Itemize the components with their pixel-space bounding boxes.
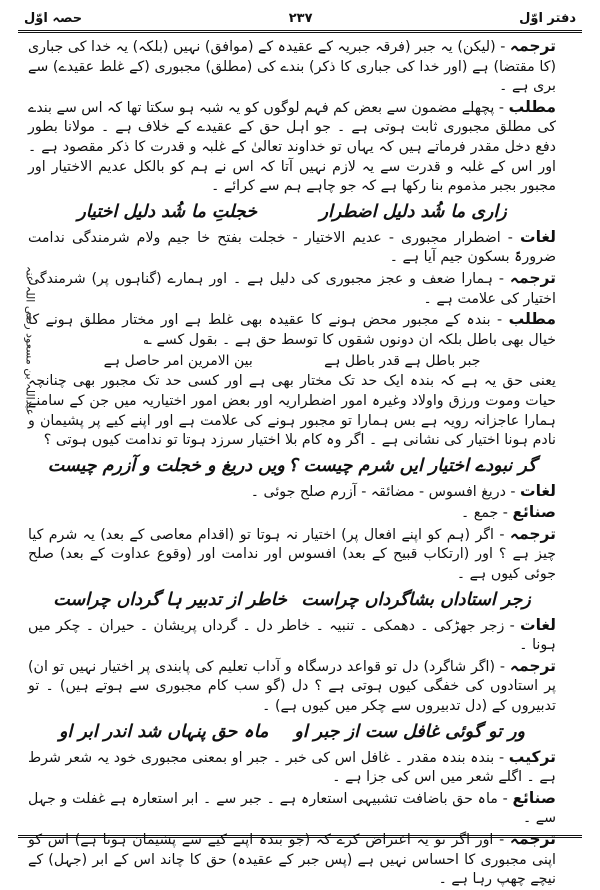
- header-right-title: دفتر اوّل: [519, 10, 576, 26]
- couplet-left: بین الامرین امر حاصل ہے: [103, 353, 253, 370]
- paragraph: [28, 269, 556, 309]
- section-label: ترجمہ: [509, 268, 556, 287]
- verse-4-left: ماہ حق پنہاں شد اندر ابر او: [58, 721, 269, 742]
- paragraph: [28, 657, 556, 717]
- paragraph: [28, 616, 556, 656]
- page-number: ۲۳۷: [288, 10, 313, 26]
- paragraph-text: - اضطرار مجبوری - عدیم الاختیار - خجلت بفتح خا جیم ولام شرمندگی ندامت ضرورۃً بسکون جیم آیا ہے ۔: [28, 229, 556, 266]
- quoted-couplet: [68, 351, 516, 371]
- paragraph-text: یعنی حق یہ ہے کہ بندہ ایک حد تک مختار بھی ہے اور کسی حد تک مجبور بھی چنانچہ حیات وموت ورزق واولاد وغیرہ امور اضطراریہ اور بعض امور اختیاریہ میں جن کے سامنے ہمارا عاجزانہ رویہ ہے بس ہمارا تو مجبور ہونے کی علامت ہے اور اپنے کیے پر پشیمان و نادم ہونا اختیار کی نشانی ہے ۔ اگر وہ کام بلا اختیار سرزد ہوتا تو ندامت کیوں ہوتی ؟: [28, 373, 556, 449]
- section-label: لغات: [520, 481, 556, 500]
- paragraph-text: - (اگر شاگرد) دل تو قواعد درسگاہ و آداب تعلیم کی پابندی پر اختیار نہیں تو ان) پر استادوں کی خفگی کیوں ہوتی ہے ؟ دل (گو سب کام مجبوری سے ہوتے ہیں) ۔ تو تدبیروں کے (دل تدبیروں سے چکر میں کیوں ہے) ۔: [28, 658, 556, 715]
- paragraph-text: - (لیکن) یہ جبر (فرقہ جبریہ کے عقیدہ کے (موافق) نہیں (بلکہ) یہ خدا کی جباری (کا مقتضا) ہے (اور خدا کی جباری کا ذکر) بندے کی (مطلق) مجبوری (کے غلط عقیدے) سے بری ہے ۔: [28, 39, 556, 95]
- page-content: [18, 33, 582, 888]
- paragraph-text: - زجر جھڑکی ۔ دھمکی ۔ تنبیہ ۔ خاطر دل ۔ گرداں پریشان ۔ حیران ۔ چکر میں ہونا ۔: [28, 617, 556, 654]
- paragraph-text: - بندہ بندہ مقدر ۔ غافل اس کی خبر ۔ جبر او بمعنی مجبوری خود یہ شعر شرط ہے ۔ اگلے شعر میں اس کی جزا ہے ۔: [28, 749, 556, 786]
- header-left-title: حصہ اوّل: [24, 10, 83, 26]
- section-label: لغات: [520, 227, 556, 246]
- section-label: ترجمہ: [509, 656, 556, 675]
- footer-rule: [18, 835, 582, 838]
- paragraph-group: [28, 228, 556, 351]
- paragraph: [28, 830, 556, 890]
- section-label: ترجمہ: [509, 37, 556, 55]
- verse-1-right: زاری ما شُد دلیل اضطرار: [319, 201, 507, 222]
- section-label: لغات: [520, 615, 556, 634]
- paragraph-text: - جمع ۔: [460, 505, 513, 522]
- verse-1: [46, 199, 538, 226]
- couplet-right: جبر باطل ہے قدر باطل ہے: [324, 353, 481, 370]
- paragraph-group: [28, 372, 556, 450]
- paragraph-group: [28, 616, 556, 717]
- paragraph-group: [28, 482, 556, 585]
- section-label: صنائع: [512, 788, 556, 807]
- paragraph-text: - پچھلے مضمون سے بعض کم فہم لوگوں کو یہ شبہ ہو سکتا تھا کہ اس سے بندے کی مطلق مجبوری ثابت ہوتی ہے ۔ جو اہل حق کے عقیدے کے خلاف ہے ۔ مولانا بطور دفع دخل مقدر فرماتے ہیں کہ یہاں تو خداوند تعالیٰ کے غلبہ و قدرت کا ذکر مقصود ہے ۔ اور اس کے غلبہ و قدرت سے یہ لازم نہیں آتا کہ اس نے ہم کو بالکل عدیم الاختیار اور مجبور بجبر مذموم بنا رکھا ہے کہ جو چاہے ہم سے کرائے ۔: [28, 99, 556, 195]
- paragraph: [28, 372, 556, 450]
- paragraph: [28, 748, 556, 788]
- verse-1-left: خجلتِ ما شُد دلیل اختیار: [77, 201, 258, 222]
- paragraph: [28, 789, 556, 829]
- paragraph: [28, 228, 556, 268]
- section-label: مطلب: [508, 310, 556, 329]
- section-label: صنائع: [512, 503, 556, 522]
- verse-2-left: ویں دریغ و خجلت و آزرم چیست: [47, 455, 285, 476]
- paragraph-text: - اور اگر تو یہ اعتراض کرے کہ (جو بندہ اپنے کیے سے پشیمان ہوتا ہے) اس کو اپنی مجبوری کا احساس نہیں ہے (پس جبر کے عقیدہ) حق کا چاند اس کے ابر (جہل) کے نیچے چھپ رہا ہے ۔: [28, 832, 556, 888]
- verse-3: [46, 587, 538, 614]
- section-label: مطلب: [508, 97, 556, 116]
- page-header: [18, 6, 582, 30]
- paragraph-group: [28, 748, 556, 890]
- paragraph-text: - ہمارا ضعف و عجز مجبوری کی دلیل ہے ۔ اور ہمارے (گناہوں پر) شرمندگی اختیار کی علامت ہے ۔: [28, 270, 556, 307]
- verse-4: [46, 719, 538, 746]
- paragraph: [28, 482, 556, 503]
- verse-4-right: ور تو گوئی غافل ست از جبر او: [294, 721, 526, 742]
- paragraph-text: - اگر (ہم کو اپنے افعال پر) اختیار نہ ہوتا تو (اقدام معاصی کے بعد) یہ شرم کیا چیز ہے ؟ اور (ارتکاب قبیح کے بعد) افسوس اور ندامت اور (وقوع عداوت کے بعد) صلح جوئی کیوں ہے ۔: [28, 526, 556, 583]
- paragraph-text: - ماہ حق باضافت تشبیہی استعارہ ہے ۔ جبر سے ۔ ابر استعارہ ہے غفلت و جہل سے ۔: [28, 790, 556, 827]
- section-label: ترجمہ: [509, 524, 556, 543]
- paragraph-text: - بندہ کے مجبور محض ہونے کا عقیدہ بھی غلط ہے اور مختار مطلق ہونے کا خیال بھی باطل بلکہ ان دونوں شقوں کا توسط حق ہے ۔ بقول کسے ؎: [28, 312, 556, 348]
- paragraph: [28, 310, 556, 350]
- verse-3-right: زجر استاداں بشاگرداں چراست: [301, 589, 531, 610]
- section-label: ترجمہ: [509, 830, 556, 848]
- paragraph: [28, 98, 556, 197]
- section-label: ترکیب: [508, 747, 556, 766]
- paragraph: [28, 503, 556, 524]
- paragraph-group: [28, 37, 556, 197]
- verse-3-left: خاطر از تدبیر ہا گرداں چراست: [53, 589, 287, 610]
- margin-note: عبداللہ بن مسعود رضی اللہ عنہ: [23, 265, 37, 415]
- verse-2: [46, 453, 538, 480]
- paragraph: [28, 37, 556, 97]
- paragraph: [28, 525, 556, 585]
- paragraph-text: - دریغ افسوس - مضائقہ - آزرم صلح جوئی ۔: [250, 483, 521, 500]
- verse-2-right: گر نبودے اختیار ایں شرم چیست ؟: [288, 455, 537, 476]
